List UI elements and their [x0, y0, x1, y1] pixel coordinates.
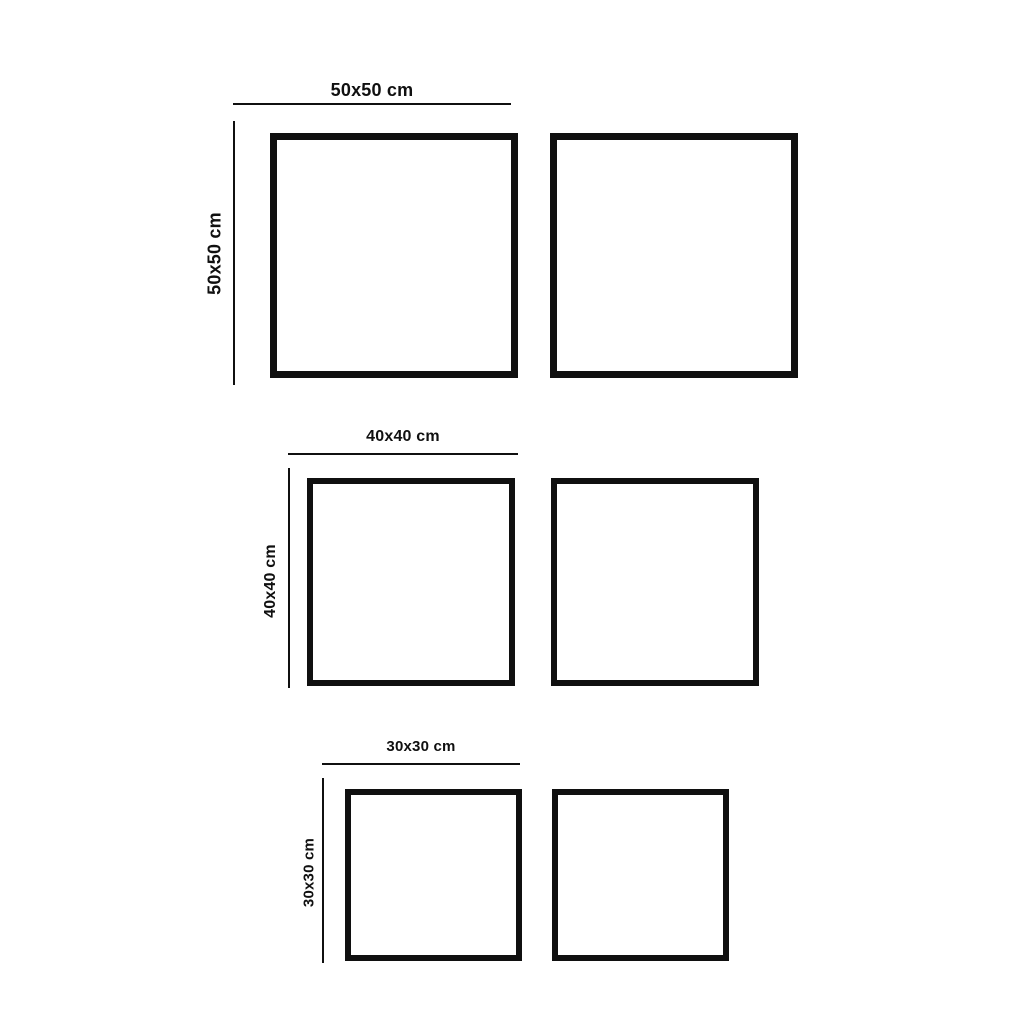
top-dimension-rule-40 [288, 453, 518, 455]
square-50-right [550, 133, 798, 378]
top-dimension-label-30: 30x30 cm [386, 738, 456, 755]
square-40-left [307, 478, 515, 686]
square-50-left [270, 133, 518, 378]
top-dimension-label-40: 40x40 cm [366, 428, 440, 445]
side-dimension-rule-50 [233, 121, 235, 385]
square-30-right [552, 789, 729, 961]
square-40-right [551, 478, 759, 686]
square-30-left [345, 789, 522, 961]
side-dimension-rule-40 [288, 468, 290, 688]
top-dimension-label-50: 50x50 cm [330, 80, 414, 100]
top-dimension-rule-50 [233, 103, 511, 105]
side-dimension-label-50: 50x50 cm [204, 212, 225, 295]
side-dimension-rule-30 [322, 778, 324, 963]
side-dimension-label-40: 40x40 cm [262, 544, 279, 618]
top-dimension-rule-30 [322, 763, 520, 765]
side-dimension-label-30: 30x30 cm [300, 837, 318, 908]
